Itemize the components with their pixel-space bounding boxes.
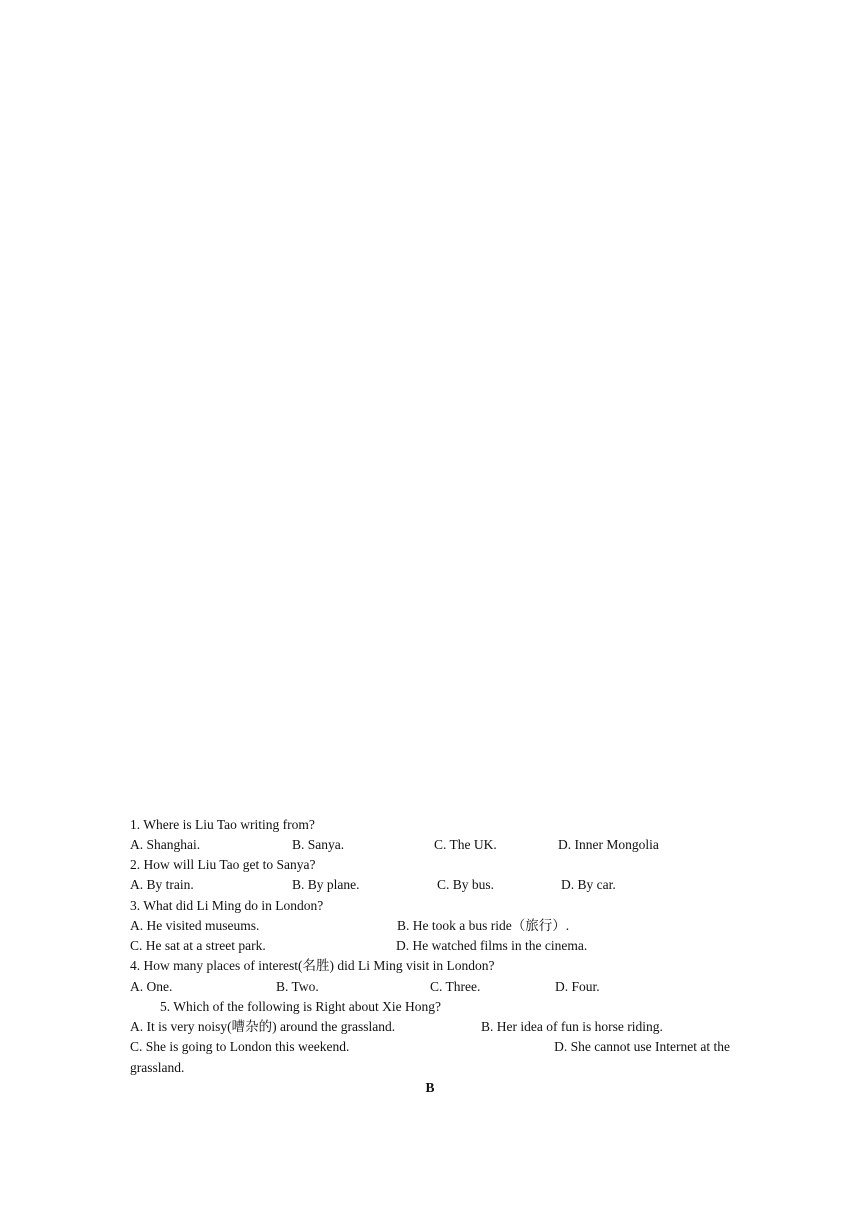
- question-2-options: [130, 875, 730, 895]
- q1-option-c: C. The UK.: [434, 837, 497, 852]
- question-2-stem: 2. How will Liu Tao get to Sanya?: [130, 857, 316, 872]
- q5-stem-text: 5. Which of the following is Right about Xie Hong?: [160, 999, 441, 1014]
- q4-option-c: C. Three.: [430, 979, 481, 994]
- question-3-options-ab: [130, 916, 730, 936]
- q3-option-a: A. He visited museums.: [130, 918, 260, 933]
- q3-option-c: C. He sat at a street park.: [130, 938, 266, 953]
- question-3-options-cd: [130, 936, 730, 956]
- q5-option-a: A. It is very noisy(嘈杂的) around the grassland.: [130, 1019, 396, 1034]
- q1-option-d: D. Inner Mongolia: [558, 837, 659, 852]
- q2-option-a: A. By train.: [130, 877, 194, 892]
- question-1-options: [130, 835, 730, 855]
- q1-option-b: B. Sanya.: [292, 837, 345, 852]
- question-1-stem: 1. Where is Liu Tao writing from?: [130, 817, 315, 832]
- question-5-stem: [130, 997, 730, 1017]
- q3-option-d: D. He watched films in the cinema.: [396, 938, 588, 953]
- q4-option-a: A. One.: [130, 979, 173, 994]
- q2-option-b: B. By plane.: [292, 877, 360, 892]
- q4-option-d: D. Four.: [555, 979, 600, 994]
- question-4-stem: 4. How many places of interest(名胜) did Li Ming visit in London?: [130, 958, 495, 973]
- question-5-options-cd: [130, 1037, 730, 1057]
- q1-option-a: A. Shanghai.: [130, 837, 201, 852]
- q3-option-b: B. He took a bus ride（旅行）.: [397, 918, 570, 933]
- q2-option-c: C. By bus.: [437, 877, 495, 892]
- question-4-options: [130, 977, 730, 997]
- q2-option-d: D. By car.: [561, 877, 616, 892]
- q5-option-c: C. She is going to London this weekend.: [130, 1039, 350, 1054]
- question-3-stem: 3. What did Li Ming do in London?: [130, 898, 324, 913]
- q4-option-b: B. Two.: [276, 979, 319, 994]
- q5-option-d-continuation: grassland.: [130, 1060, 185, 1075]
- q5-option-b: B. Her idea of fun is horse riding.: [481, 1019, 663, 1034]
- section-heading-b: B: [425, 1080, 435, 1095]
- question-5-options-ab: [130, 1017, 730, 1037]
- q5-option-d: D. She cannot use Internet at the: [554, 1039, 730, 1054]
